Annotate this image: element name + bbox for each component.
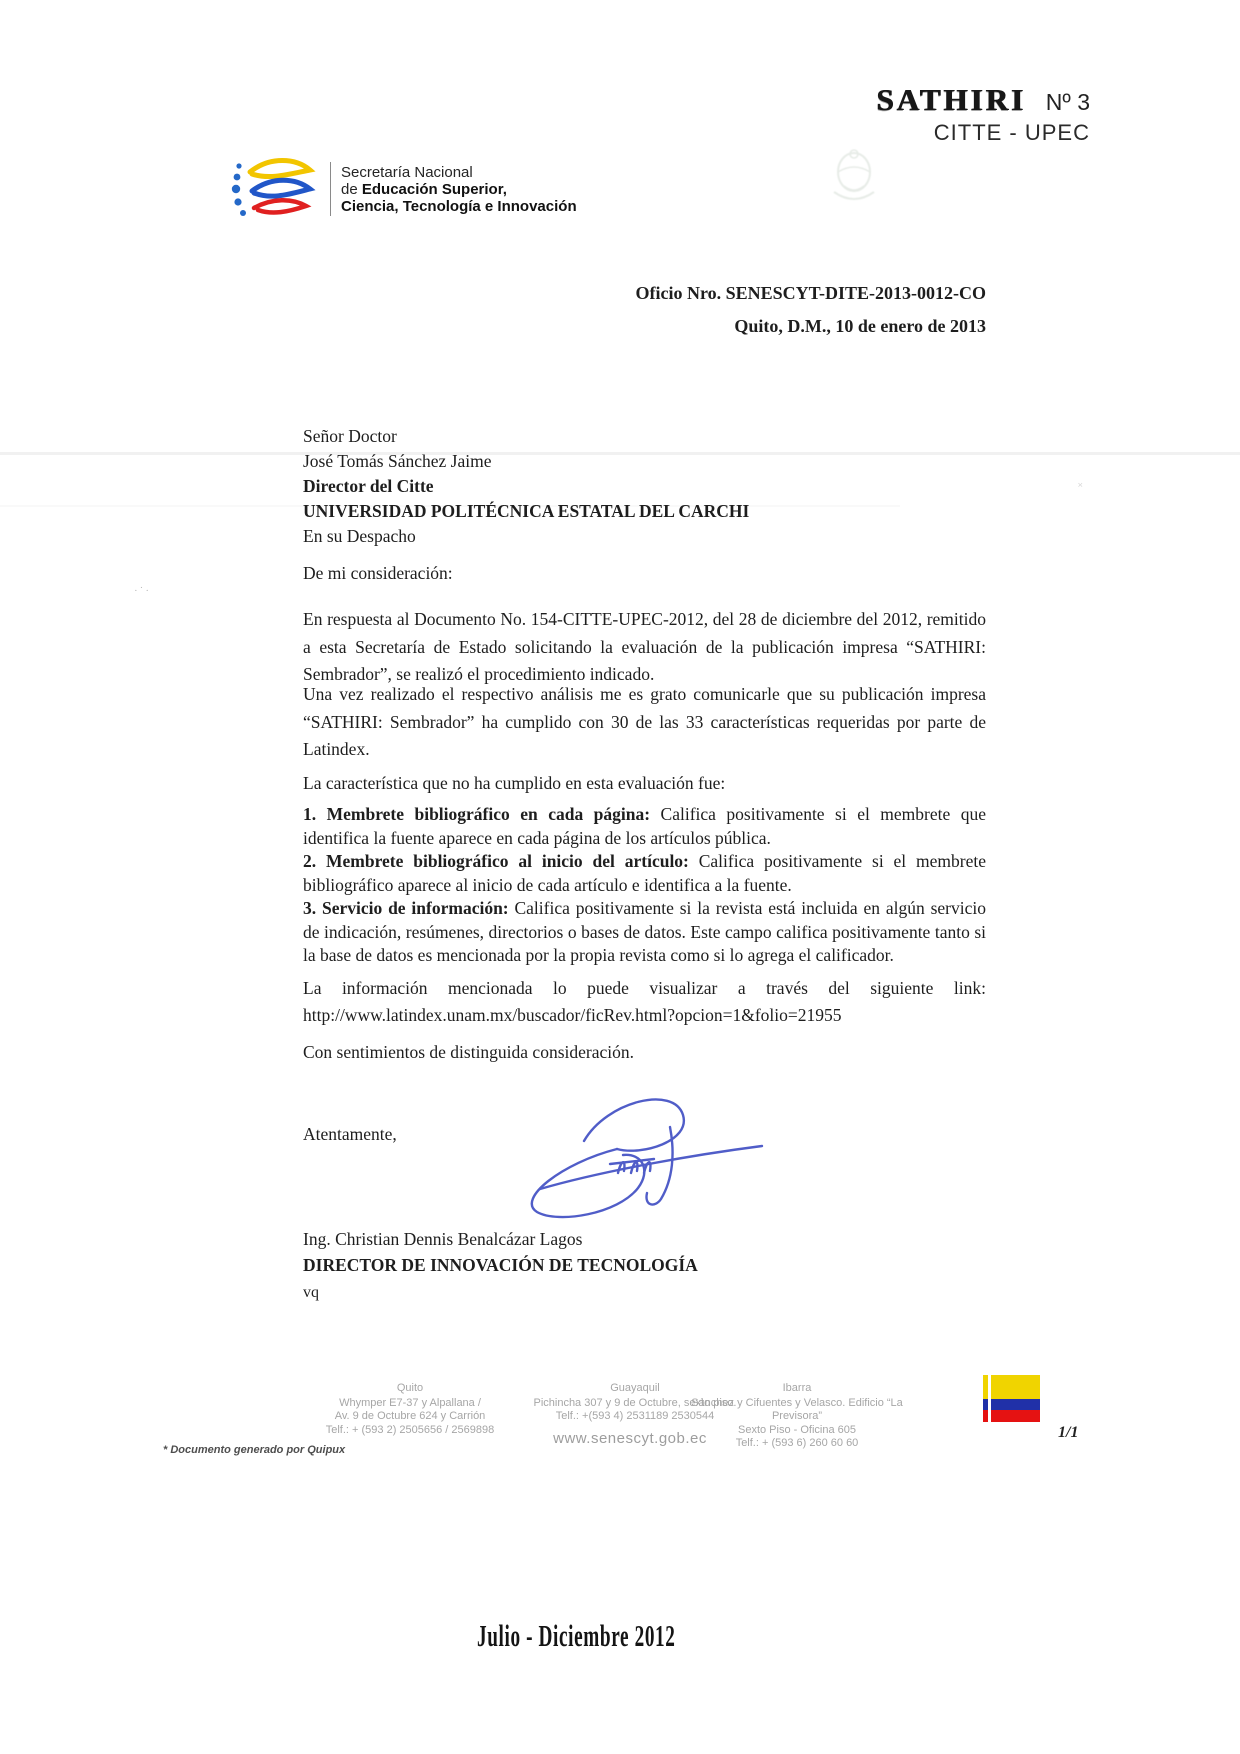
logo-line1: Secretaría Nacional [341,163,473,181]
recipient-name: José Tomás Sánchez Jaime [303,451,492,471]
office-address-line: Av. 9 de Octubre 624 y Carrión [334,1410,486,1422]
recipient-salutation-title: Señor Doctor [303,426,397,446]
quipux-note: * Documento generado por Quipux [163,1444,346,1456]
signature-block [303,1226,986,1278]
footer-office-quito [295,1382,525,1437]
criteria-item-3 [303,897,986,968]
paragraph-3: La característica que no ha cumplido en esta evaluación fue: [303,773,726,793]
closing-sentence: Con sentimientos de distinguida consideración. [303,1042,634,1062]
logo-line3: Ciencia, Tecnología e Innovación [341,197,577,215]
criteria-item-3-text: Califica positivamente si la revista está incluida en algún servicio de indicación, resúmenes, directorios o bases de datos. Este campo califica positivamente tanto si la base de datos es mencionada por la propia revista como si lo agrega el calificador. [303,898,986,965]
flag-strip [983,1375,988,1422]
website-url: www.senescyt.gob.ec [553,1430,707,1447]
office-address-line: Pichincha 307 y 9 de Octubre, sexto piso. [533,1396,737,1409]
criteria-item-2-label: 2. Membrete bibliográfico al inicio del artículo: [303,851,689,871]
criteria-list [303,803,986,968]
typist-initials: vq [303,1284,319,1301]
office-address-line: Sánchez y Cifuentes y Velasco. Edificio “La Previsora” [691,1396,903,1422]
criteria-item-1-label: 1. Membrete bibliográfico en cada página: [303,804,651,824]
page-indicator: 1/1 [1058,1424,1079,1441]
criteria-item-1-text: Califica positivamente si el membrete que identifica la fuente aparece en cada página de los artículos pública. [303,804,986,848]
letter-body [303,0,986,1754]
recipient-location: En su Despacho [303,526,416,546]
office-city: Quito [396,1382,424,1394]
letter-date: Quito, D.M., 10 de enero de 2013 [734,316,986,336]
oficio-number: Oficio Nro. SENESCYT-DITE-2013-0012-CO [635,283,986,303]
logo-line2: de Educación Superior, [341,180,507,198]
salutation: De mi consideración: [303,563,453,583]
criteria-item-2-text: Califica positivamente si el membrete bibliográfico aparece al inicio de cada artículo e identifica a la fuente. [303,851,986,895]
flag-main [991,1375,1040,1422]
link-paragraph [303,975,986,1029]
recipient-institution: UNIVERSIDAD POLITÉCNICA ESTATAL DEL CARCHI [303,501,750,521]
paragraph-2: Una vez realizado el respectivo análisis me es grato comunicarle que su publicación impresa “SATHIRI: Sembrador” ha cumplido con 30 de las 33 características requeridas por parte de Latindex. [303,684,986,759]
journal-issue-number: Nº 3 [1045,89,1090,115]
scan-artifact-smudge: ˟ [1078,480,1083,494]
farewell: Atentamente, [303,1124,397,1144]
paragraph-1: En respuesta al Documento No. 154-CITTE-UPEC-2012, del 28 de diciembre del 2012, remitido a esta Secretaría de Estado solicitando la evaluación de la publicación impresa “SATHIRI: Sembrador”, se realizó el procedimiento indicado. [303,609,986,684]
office-address-line: Sexto Piso - Oficina 605 [737,1423,856,1436]
journal-subtitle: CITTE - UPEC [933,120,1090,145]
link-intro: La información mencionada lo puede visualizar a través del siguiente link: [303,978,986,998]
issue-period-caption: Julio - Diciembre 2012 [477,1618,676,1653]
signer-name: Ing. Christian Dennis Benalcázar Lagos [303,1229,583,1249]
criteria-item-3-label: 3. Servicio de información: [303,898,509,918]
latindex-link-url: http://www.latindex.unam.mx/buscador/ficRev.html?opcion=1&folio=21955 [303,1005,842,1025]
office-phone-line: Telf.: + (593 2) 2505656 / 2569898 [325,1423,495,1436]
recipient-position: Director del Citte [303,476,434,496]
criteria-item-1 [303,803,986,850]
office-phone-line: Telf.: + (593 6) 260 60 60 [735,1437,859,1449]
office-address-line: Whymper E7-37 y Alpallana / [339,1396,481,1409]
office-city: Ibarra [782,1382,812,1394]
ecuador-flag-icon [983,1375,1040,1422]
recipient-block [303,424,986,549]
office-city: Guayaquil [610,1382,660,1394]
office-phone-line: Telf.: +(593 4) 2531189 2530544 [555,1410,715,1422]
criteria-item-2 [303,850,986,897]
journal-title: SATHIRI [876,82,1026,117]
signer-title: DIRECTOR DE INNOVACIÓN DE TECNOLOGÍA [303,1255,698,1275]
signature-ink-icon [303,1093,986,1231]
scan-artifact-smudge: ·˙· [134,585,151,597]
